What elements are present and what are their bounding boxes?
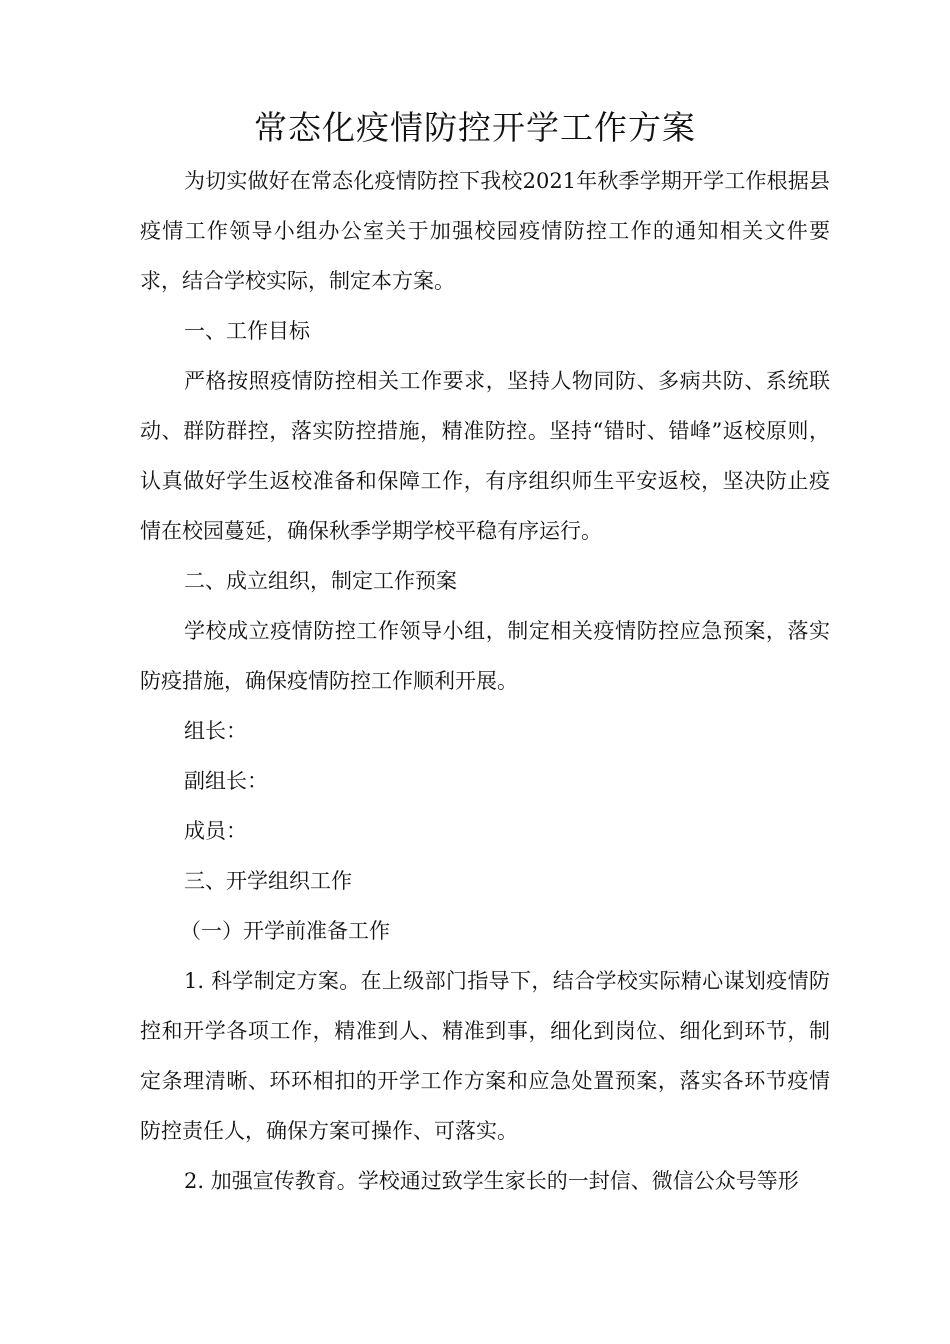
deputy-leader-line: 副组长：: [184, 769, 268, 793]
subsection-heading-preparation: （一）开学前准备工作: [180, 919, 390, 943]
section-heading-opening: 三、开学组织工作: [184, 869, 352, 893]
members-line: 成员：: [184, 819, 247, 843]
document-body: [140, 156, 830, 1206]
leader-line: 组长：: [184, 719, 247, 743]
organization-paragraph: 学校成立疫情防控工作领导小组，制定相关疫情防控应急预案，落实防疫措施，确保疫情防控工作顺利开展。: [140, 619, 830, 693]
item-1-paragraph: 1. 科学制定方案。在上级部门指导下，结合学校实际精心谋划疫情防控和开学各项工作，精准到人、精准到事，细化到岗位、细化到环节，制定条理清晰、环环相扣的开学工作方案和应急处置预案，落实各环节疫情防控责任人，确保方案可操作、可落实。: [140, 969, 830, 1143]
section-heading-goals: 一、工作目标: [184, 319, 310, 343]
document-title: 常态化疫情防控开学工作方案: [254, 108, 696, 147]
section-heading-organization: 二、成立组织，制定工作预案: [184, 569, 457, 593]
intro-paragraph: 为切实做好在常态化疫情防控下我校2021年秋季学期开学工作根据县疫情工作领导小组办公室关于加强校园疫情防控工作的通知相关文件要求，结合学校实际，制定本方案。: [140, 169, 830, 293]
goals-paragraph: 严格按照疫情防控相关工作要求，坚持人物同防、多病共防、系统联动、群防群控，落实防控措施，精准防控。坚持“错时、错峰”返校原则，认真做好学生返校准备和保障工作，有序组织师生平安返校，坚决防止疫情在校园蔓延，确保秋季学期学校平稳有序运行。: [140, 369, 830, 543]
item-2-paragraph: 2. 加强宣传教育。学校通过致学生家长的一封信、微信公众号等形: [184, 1169, 799, 1193]
